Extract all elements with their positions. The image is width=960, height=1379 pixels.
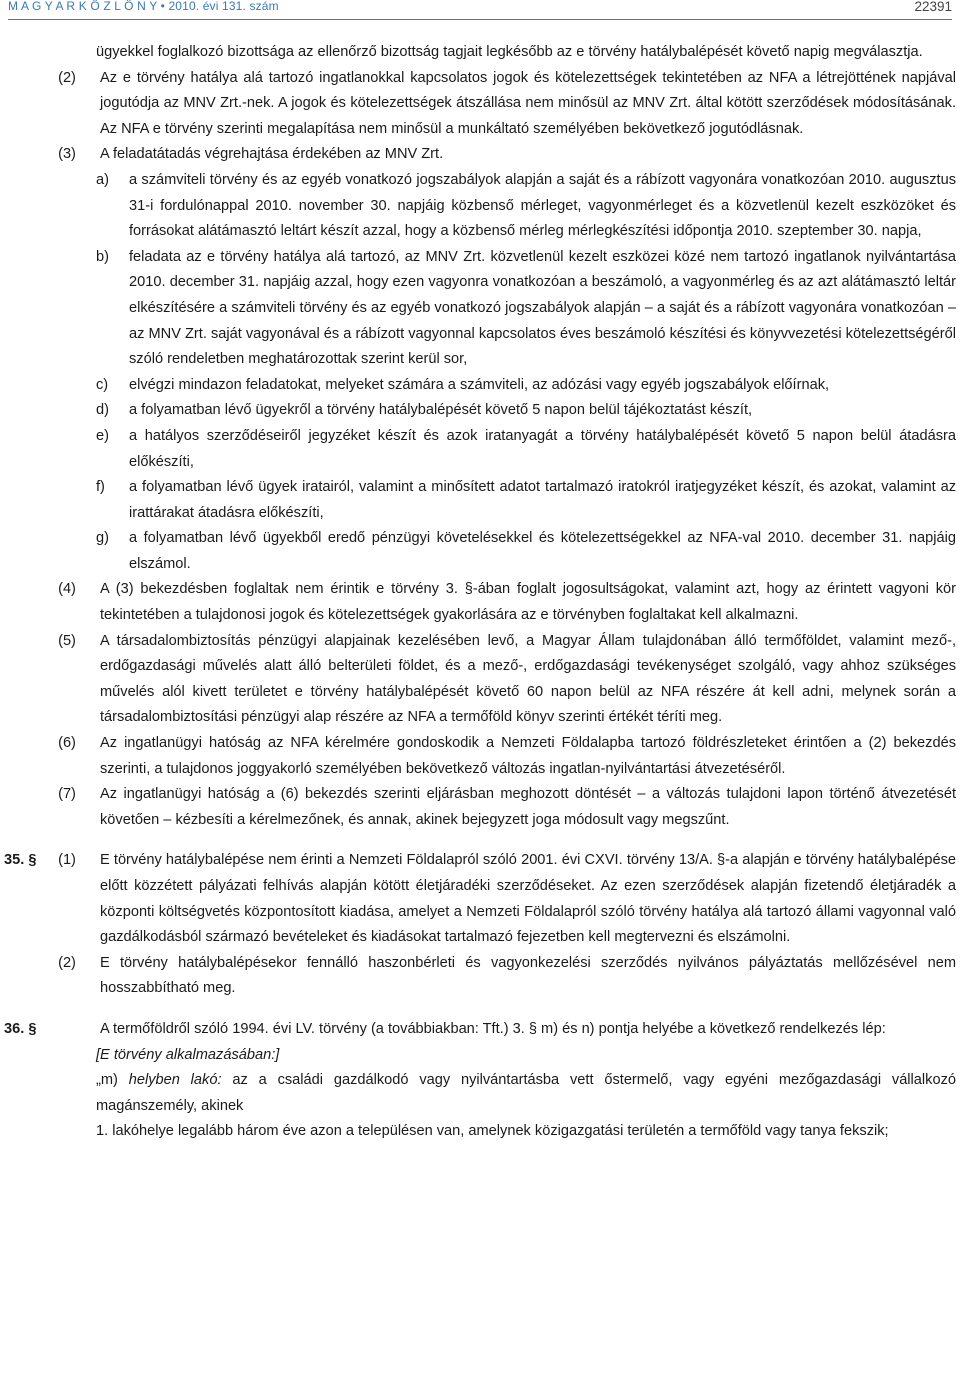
paragraph-number: (6)	[58, 735, 76, 752]
amendment-subpoint-1	[96, 1119, 960, 1145]
paragraph-number: (7)	[58, 786, 76, 803]
paragraph-text: E törvény hatálybalépése nem érinti a Nemzeti Földalapról szóló 2001. évi CXVI. törvény 13/A. §-a alapján e törvény hatálybalépése előtt közzétett pályázati felhívás alapján kötött életjáradéki szerződéseket. Az ezen szerződések alapján fizetendő életjáradék a központi költségvetés központosított kiadása, amelyet a Nemzeti Földalapról szóló törvény hatálya alá tartozó állami vagyonnal való gazdálkodásból származó bevételeket és kiadásokat tartalmazó fejezetben kell megtervezni és elszámolni.	[100, 852, 956, 946]
amendment-heading	[96, 1043, 960, 1069]
defined-term: helyben lakó:	[128, 1072, 222, 1089]
paragraph-number: (4)	[58, 581, 76, 598]
paragraph-continuation	[96, 40, 960, 66]
list-item	[96, 526, 960, 577]
list-item	[96, 424, 960, 475]
paragraph-5	[0, 629, 960, 731]
paragraph-text: A (3) bekezdésben foglaltak nem érintik e törvény 3. §-ában foglalt jogosultságokat, valamint azt, hogy az érintett vagyoni kör tekintetében a tulajdonosi jogok és kötelezettségek gyakorlására az e törvényben foglaltakat kell alkalmazni.	[100, 581, 956, 624]
item-letter: a)	[96, 171, 109, 188]
running-header	[8, 0, 952, 20]
paragraph-text: Az ingatlanügyi hatóság az NFA kérelmére gondoskodik a Nemzeti Földalapba tartozó földrészleteket érintően a (2) bekezdés szerinti, a tulajdonos joggyakorló személyében bekövetkező változás ingatlan-nyilvántartási átvezetéséről.	[100, 735, 956, 777]
section-35	[0, 848, 960, 950]
item-text: a folyamatban lévő ügyekről a törvény hatálybalépését követő 5 napon belül tájékoztatást készít,	[129, 402, 753, 419]
paragraph-number: (1)	[58, 852, 76, 869]
list-item	[96, 168, 960, 245]
section-36	[0, 1017, 960, 1043]
section-35-paragraph-2	[0, 951, 960, 1002]
paragraph-7	[0, 782, 960, 833]
paragraph-text: Az e törvény hatálya alá tartozó ingatlanokkal kapcsolatos jogok és kötelezettségek tekintetében az NFA a létrejöttének napjával jogutódja az MNV Zrt.-nek. A jogok és kötelezettségek átszállása nem minősül az MNV Zrt. által kötött szerződések módosításának. Az NFA e törvény szerinti megalapítása nem minősül a munkáltató személyében bekövetkező jogutódlásnak.	[100, 69, 956, 137]
header-divider	[8, 19, 952, 20]
paragraph-number: (5)	[58, 632, 76, 649]
item-text: elvégzi mindazon feladatokat, melyeket számára a számviteli, az adózási vagy egyéb jogszabályok előírnak,	[129, 376, 830, 393]
item-letter: e)	[96, 427, 109, 444]
amendment-point-m	[96, 1068, 960, 1119]
item-text: a számviteli törvény és az egyéb vonatkozó jogszabályok alapján a saját és a rábízott vagyonára vonatkozóan 2010. augusztus 31-i fordulónappal 2010. november 30. napjáig közbenső mérleget, vagyonmérleget és a közvetlenül kezelt eszközöket és forrásokat alátámasztó leltárt készít azzal, hogy a közbenső mérleg mérlegkészítési időpontja 2010. szeptember 30. napja,	[129, 171, 956, 240]
paragraph-number: (3)	[58, 146, 76, 163]
paragraph-6	[0, 731, 960, 782]
item-letter: f)	[96, 479, 105, 496]
paragraph-text: A feladatátadás végrehajtása érdekében az MNV Zrt.	[100, 146, 444, 163]
list-item	[96, 398, 960, 424]
paragraph-number: (2)	[58, 69, 76, 86]
definition-text: az a családi gazdálkodó vagy nyilvántartásba vett őstermelő, vagy egyéni mezőgazdasági vállalkozó magánszemély, akinek	[96, 1072, 956, 1114]
section-number: 35. §	[4, 852, 37, 869]
paragraph-text: Az ingatlanügyi hatóság a (6) bekezdés szerinti eljárásban meghozott döntését – a változás tulajdoni lapon történő átvezetését követően – kézbesíti a kérelmezőnek, és annak, akinek bejegyzett joga módosult vagy megszűnt.	[100, 786, 956, 828]
paragraph-text: A társadalombiztosítás pénzügyi alapjainak kezelésében levő, a Magyar Állam tulajdonában álló termőföldet, valamint mező-, erdőgazdasági művelés alatt álló belterületi földet, és a mező-, erdőgazdasági tevékenységet szolgáló, vagy ahhoz szükséges művelés alól kivett területet e törvény hatálybalépését követő 60 napon belül az NFA részére át kell adni, melynek során a társadalombiztosítási pénzügyi alap részére az NFA a termőföld könyv szerinti értékét téríti meg.	[100, 632, 956, 726]
paragraph-text: A termőföldről szóló 1994. évi LV. törvény (a továbbiakban: Tft.) 3. § m) és n) pontja helyébe a következő rendelkezés lép:	[100, 1020, 886, 1037]
item-text: a folyamatban lévő ügyekből eredő pénzügyi követelésekkel és kötelezettségekkel az NFA-val 2010. december 31. napjáig elszámol.	[129, 530, 956, 572]
paragraph-text: ügyekkel foglalkozó bizottsága az ellenőrző bizottság tagjait legkésőbb az e törvény hatálybalépését követő napig megválasztja.	[96, 44, 923, 60]
section-number: 36. §	[4, 1020, 37, 1037]
heading-text: [E törvény alkalmazásában:]	[96, 1046, 280, 1063]
item-letter: g)	[96, 530, 109, 547]
item-text: a folyamatban lévő ügyek iratairól, valamint a minősített adatot tartalmazó iratokról iratjegyzéket készít, és azokat, valamint az irattárakat átadásra előkészíti,	[129, 479, 956, 521]
point-label: „m)	[96, 1072, 129, 1089]
list-item	[96, 245, 960, 373]
paragraph-2	[0, 66, 960, 143]
journal-title: M A G Y A R K Ö Z L Ö N Y • 2010. évi 131. szám	[8, 0, 279, 13]
list-item	[96, 373, 960, 399]
paragraph-text: E törvény hatálybalépésekor fennálló haszonbérleti és vagyonkezelési szerződés nyilvános pályáztatás mellőzésével nem hosszabbítható meg.	[100, 954, 956, 997]
item-letter: c)	[96, 376, 109, 393]
page-number: 22391	[914, 0, 952, 14]
subpoint-text: 1. lakóhelye legalább három éve azon a településen van, amelynek közigazgatási területén a termőföld vagy tanya fekszik;	[96, 1123, 889, 1140]
document-body	[0, 40, 960, 1145]
item-letter: d)	[96, 402, 109, 419]
paragraph-3	[0, 142, 960, 168]
item-letter: b)	[96, 248, 109, 265]
paragraph-number: (2)	[58, 954, 76, 971]
paragraph-4	[0, 577, 960, 628]
item-text: feladata az e törvény hatálya alá tartozó, az MNV Zrt. közvetlenül kezelt eszközei közé nem tartozó ingatlanok nyilvántartása 2010. december 31. napjáig azzal, hogy ezen vagyonra vonatkozóan a beszámoló, a vagyonmérleg és az azt alátámasztó leltár elkészítésére a számviteli törvény és az egyéb vonatkozó jogszabályok alapján – a saját és a rábízott vagyonára vonatkozóan – az MNV Zrt. saját vagyonával és a rábízott vagyonnal kapcsolatos éves beszámoló készítési és könyvvezetési kötelezettségéről szóló rendeletben meghatározottak szerint kerül sor,	[129, 248, 956, 368]
item-text: a hatályos szerződéseiről jegyzéket készít és azok iratanyagát a törvény hatálybalépését követő 5 napon belül átadásra előkészíti,	[129, 427, 956, 470]
list-item	[96, 475, 960, 526]
